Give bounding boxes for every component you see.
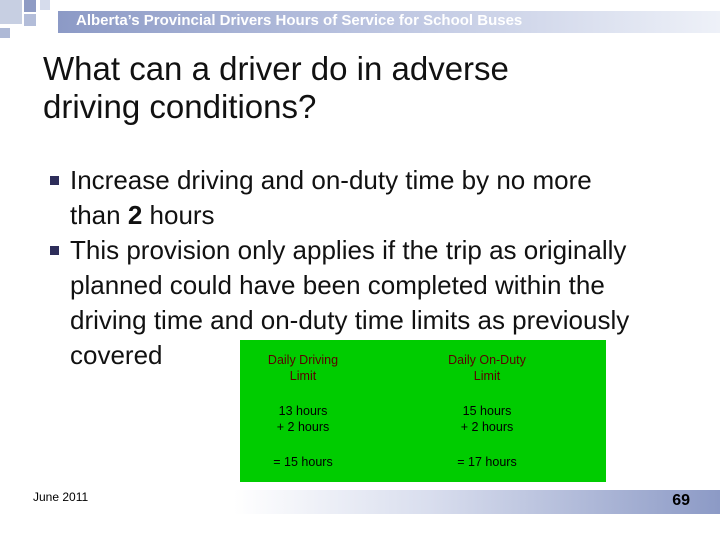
table-header-line: Limit bbox=[289, 369, 317, 383]
emphasized-number: 2 bbox=[127, 200, 143, 230]
table-cell bbox=[240, 403, 366, 435]
square-bullet-icon bbox=[50, 246, 59, 255]
table-cell-total: = 17 hours bbox=[457, 455, 517, 469]
table-header-line: Daily Driving bbox=[267, 353, 339, 367]
table-cell-line: 13 hours bbox=[278, 404, 328, 418]
table-header-onduty-limit bbox=[424, 352, 550, 384]
table-header-driving-limit bbox=[240, 352, 366, 384]
slide-title bbox=[43, 50, 683, 126]
decorative-square bbox=[24, 0, 36, 12]
decorative-square bbox=[0, 0, 22, 24]
bullet-line: than 2 hours bbox=[70, 200, 215, 230]
table-cell-total: = 15 hours bbox=[273, 455, 333, 469]
footer-date: June 2011 bbox=[33, 490, 89, 504]
header-banner-text: Alberta’s Provincial Drivers Hours of Service for School Buses bbox=[76, 12, 523, 29]
bullet-line: This provision only applies if the trip as originally bbox=[70, 235, 627, 265]
bullet-line: covered bbox=[70, 340, 163, 370]
page-number: 69 bbox=[672, 492, 690, 509]
bullet-line: driving time and on-duty time limits as previously bbox=[70, 305, 630, 335]
hours-limit-table bbox=[240, 340, 606, 482]
decorative-square bbox=[40, 0, 50, 10]
decorative-square bbox=[24, 14, 36, 26]
decorative-square bbox=[0, 28, 10, 38]
table-cell bbox=[424, 403, 550, 435]
table-cell-line: 15 hours bbox=[462, 404, 512, 418]
slide-title-line: What can a driver do in adverse bbox=[43, 50, 509, 87]
table-header-line: Limit bbox=[473, 369, 501, 383]
bullet-line: Increase driving and on-duty time by no more bbox=[70, 165, 592, 195]
square-bullet-icon bbox=[50, 176, 59, 185]
table-cell-line: + 2 hours bbox=[460, 420, 514, 434]
bullet-line: planned could have been completed within the bbox=[70, 270, 605, 300]
bullet-item bbox=[50, 163, 680, 233]
table-cell-line: + 2 hours bbox=[276, 420, 330, 434]
slide-title-line: driving conditions? bbox=[43, 88, 317, 125]
table-header-line: Daily On-Duty bbox=[448, 353, 526, 367]
